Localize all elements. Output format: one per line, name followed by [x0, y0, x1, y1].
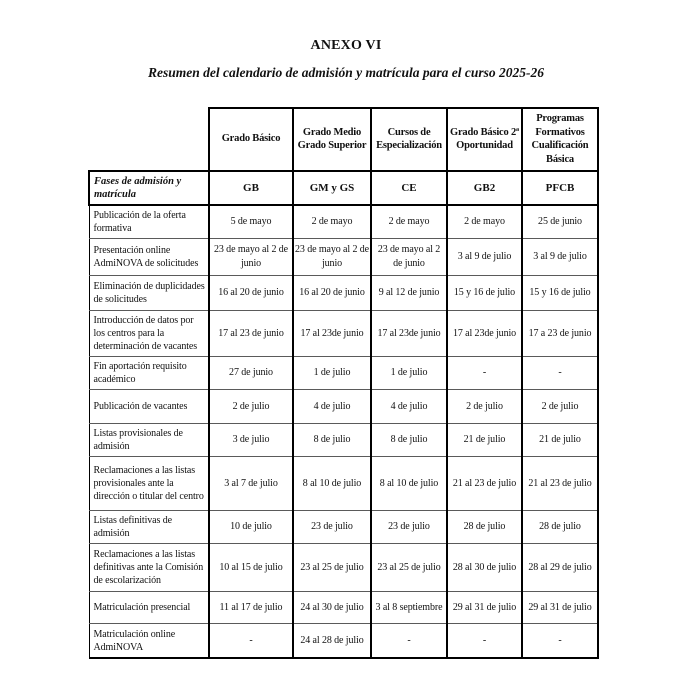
- header-row-titles: [89, 108, 598, 171]
- row-label: Listas provisionales de admisión: [89, 423, 209, 456]
- row-label: Eliminación de duplicidades de solicitudes: [89, 275, 209, 310]
- cell-value: -: [371, 623, 447, 658]
- cell-value: 3 al 8 septiembre: [371, 591, 447, 623]
- column-header: Grado Medio Grado Superior: [293, 108, 371, 171]
- table-row: [89, 310, 598, 356]
- cell-value: 23 de mayo al 2 de junio: [293, 238, 371, 275]
- cell-value: 17 al 23de junio: [447, 310, 522, 356]
- cell-value: 3 al 7 de julio: [209, 456, 293, 510]
- cell-value: 9 al 12 de junio: [371, 275, 447, 310]
- cell-value: 28 al 30 de julio: [447, 543, 522, 591]
- cell-value: 17 al 23de junio: [371, 310, 447, 356]
- cell-value: 23 al 25 de julio: [293, 543, 371, 591]
- page-title: ANEXO VI: [310, 38, 382, 53]
- table-row: [89, 623, 598, 658]
- cell-value: 28 de julio: [522, 510, 598, 543]
- cell-value: 17 a 23 de junio: [522, 310, 598, 356]
- cell-value: 3 al 9 de julio: [447, 238, 522, 275]
- cell-value: 23 de mayo al 2 de junio: [371, 238, 447, 275]
- cell-value: 4 de julio: [371, 389, 447, 423]
- cell-value: 3 al 9 de julio: [522, 238, 598, 275]
- row-label: Publicación de la oferta formativa: [89, 205, 209, 239]
- cell-value: 8 al 10 de julio: [371, 456, 447, 510]
- row-label: Reclamaciones a las listas definitivas ante la Comisión de escolarización: [89, 543, 209, 591]
- cell-value: 25 de junio: [522, 205, 598, 239]
- cell-value: 11 al 17 de julio: [209, 591, 293, 623]
- row-label: Fin aportación requisito académico: [89, 356, 209, 389]
- row-label: Reclamaciones a las listas provisionales ante la dirección o titular del centro: [89, 456, 209, 510]
- cell-value: 17 al 23 de junio: [209, 310, 293, 356]
- cell-value: 24 al 30 de julio: [293, 591, 371, 623]
- table-row: [89, 423, 598, 456]
- column-code: GM y GS: [293, 171, 371, 205]
- column-header: Grado Básico 2ª Oportunidad: [447, 108, 522, 171]
- cell-value: 15 y 16 de julio: [522, 275, 598, 310]
- cell-value: 3 de julio: [209, 423, 293, 456]
- table-row: [89, 543, 598, 591]
- cell-value: 2 de julio: [447, 389, 522, 423]
- cell-value: 10 de julio: [209, 510, 293, 543]
- table-row: [89, 205, 598, 239]
- cell-value: 2 de julio: [522, 389, 598, 423]
- cell-value: 1 de julio: [293, 356, 371, 389]
- column-code: GB: [209, 171, 293, 205]
- cell-value: -: [209, 623, 293, 658]
- cell-value: 16 al 20 de junio: [209, 275, 293, 310]
- column-header: Cursos de Especialización: [371, 108, 447, 171]
- cell-value: 17 al 23de junio: [293, 310, 371, 356]
- cell-value: 15 y 16 de julio: [447, 275, 522, 310]
- table-row: [89, 591, 598, 623]
- cell-value: 27 de junio: [209, 356, 293, 389]
- cell-value: 8 de julio: [371, 423, 447, 456]
- cell-value: 5 de mayo: [209, 205, 293, 239]
- row-label: Listas definitivas de admisión: [89, 510, 209, 543]
- table-row: [89, 356, 598, 389]
- cell-value: 21 de julio: [447, 423, 522, 456]
- cell-value: 21 al 23 de julio: [522, 456, 598, 510]
- table-row: [89, 238, 598, 275]
- column-header: Grado Básico: [209, 108, 293, 171]
- cell-value: -: [447, 623, 522, 658]
- row-label: Matriculación presencial: [89, 591, 209, 623]
- column-header: Programas Formativos Cualificación Básica: [522, 108, 598, 171]
- cell-value: 16 al 20 de junio: [293, 275, 371, 310]
- cell-value: 24 al 28 de julio: [293, 623, 371, 658]
- cell-value: -: [447, 356, 522, 389]
- column-code: PFCB: [522, 171, 598, 205]
- cell-value: 23 de mayo al 2 de junio: [209, 238, 293, 275]
- cell-value: -: [522, 623, 598, 658]
- column-code: CE: [371, 171, 447, 205]
- header-row-codes: [89, 171, 598, 205]
- table-header: [89, 108, 598, 205]
- table-row: [89, 510, 598, 543]
- table-body: [89, 205, 598, 659]
- cell-value: -: [522, 356, 598, 389]
- table-row: [89, 275, 598, 310]
- cell-value: 8 al 10 de julio: [293, 456, 371, 510]
- page-subtitle: Resumen del calendario de admisión y matrícula para el curso 2025-26: [147, 65, 544, 80]
- cell-value: 28 de julio: [447, 510, 522, 543]
- column-code: GB2: [447, 171, 522, 205]
- cell-value: 10 al 15 de julio: [209, 543, 293, 591]
- cell-value: 23 de julio: [293, 510, 371, 543]
- cell-value: 2 de mayo: [447, 205, 522, 239]
- cell-value: 2 de mayo: [371, 205, 447, 239]
- cell-value: 2 de julio: [209, 389, 293, 423]
- cell-value: 29 al 31 de julio: [447, 591, 522, 623]
- cell-value: 2 de mayo: [293, 205, 371, 239]
- cell-value: 4 de julio: [293, 389, 371, 423]
- cell-value: 23 de julio: [371, 510, 447, 543]
- row-label: Matriculación online AdmiNOVA: [89, 623, 209, 658]
- cell-value: 8 de julio: [293, 423, 371, 456]
- cell-value: 21 de julio: [522, 423, 598, 456]
- cell-value: 1 de julio: [371, 356, 447, 389]
- cell-value: 23 al 25 de julio: [371, 543, 447, 591]
- corner-cell: [89, 108, 209, 171]
- calendar-table: [88, 107, 599, 659]
- table-row: [89, 456, 598, 510]
- phases-label-cell: Fases de admisión y matrícula: [89, 171, 209, 205]
- row-label: Presentación online AdmiNOVA de solicitudes: [89, 238, 209, 275]
- row-label: Introducción de datos por los centros para la determinación de vacantes: [89, 310, 209, 356]
- row-label: Publicación de vacantes: [89, 389, 209, 423]
- cell-value: 21 al 23 de julio: [447, 456, 522, 510]
- table-row: [89, 389, 598, 423]
- cell-value: 28 al 29 de julio: [522, 543, 598, 591]
- cell-value: 29 al 31 de julio: [522, 591, 598, 623]
